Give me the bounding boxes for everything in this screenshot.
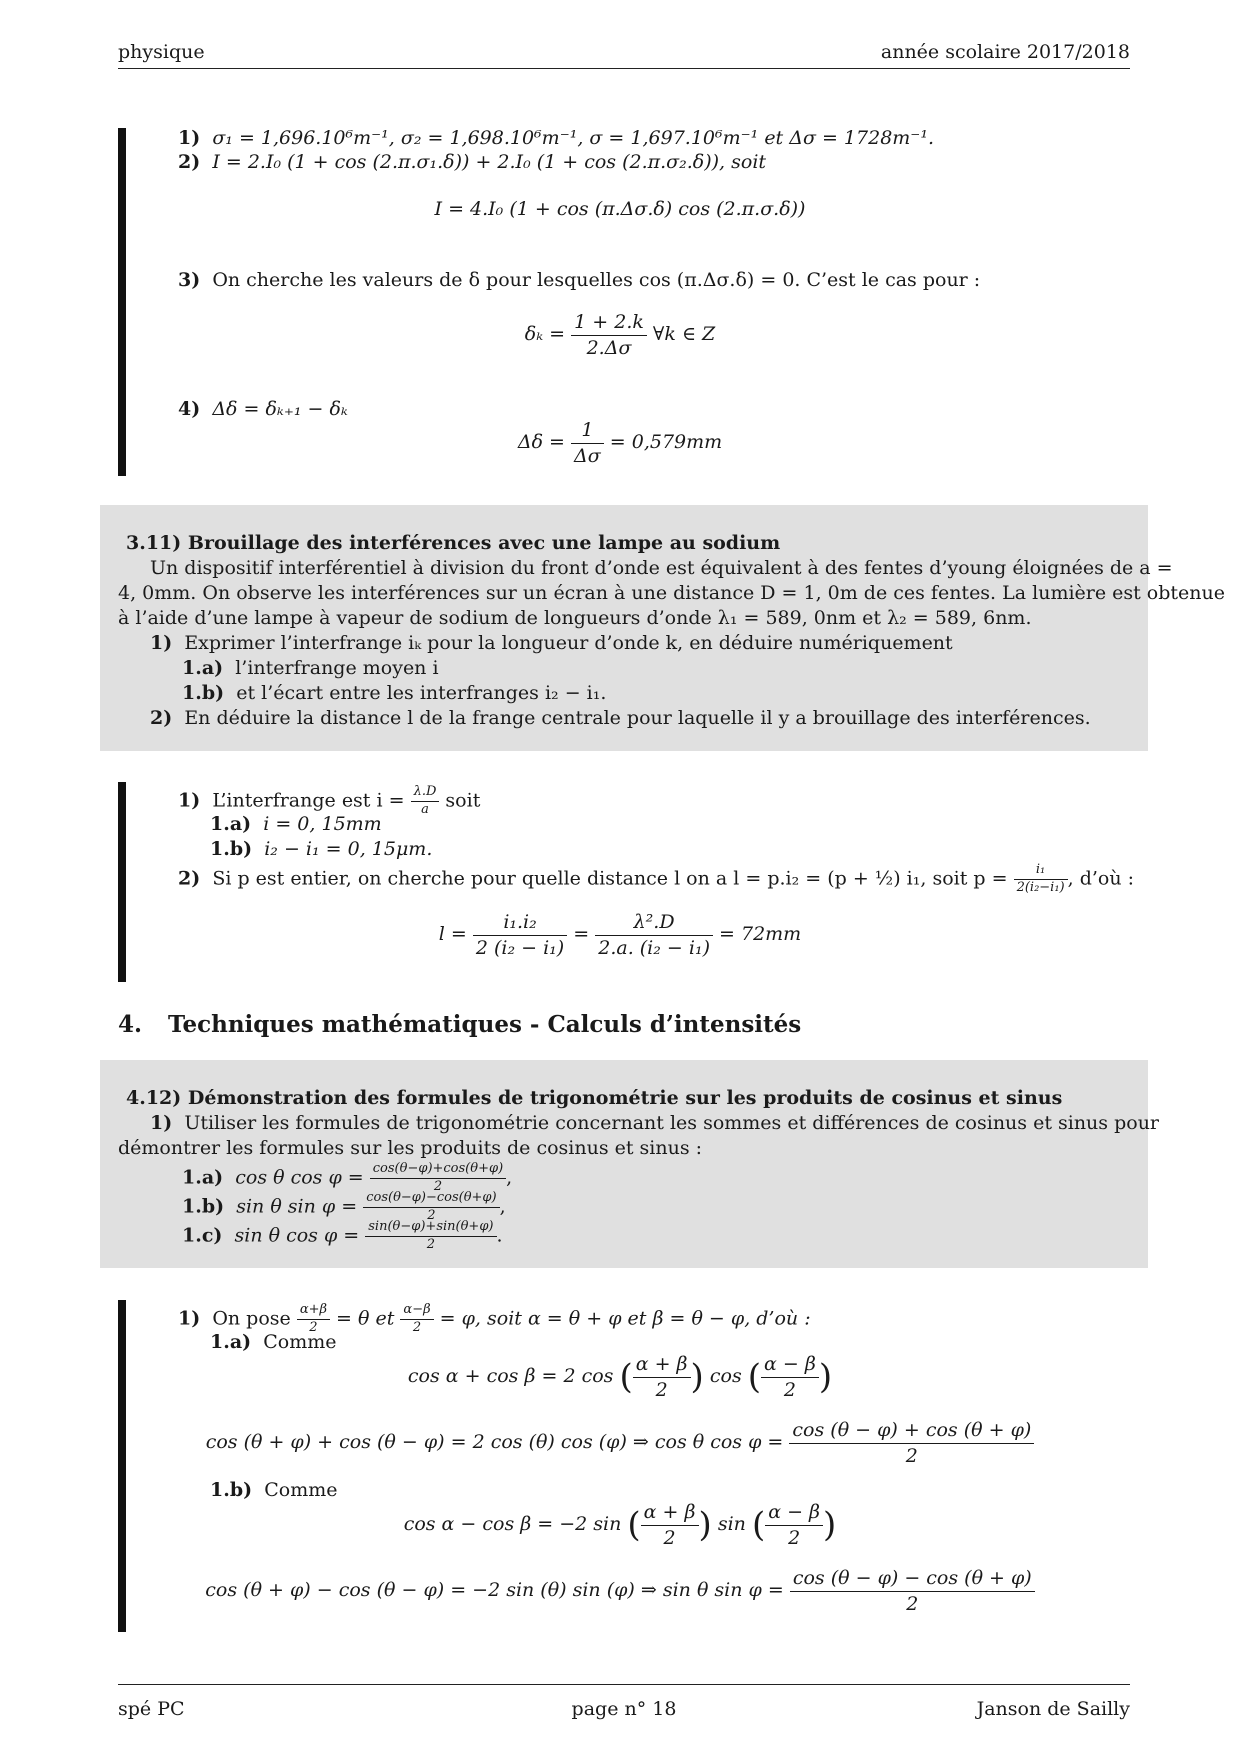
solution3-q1: 1) On pose $\frac{\alpha+\beta}{2}$ = θ et $\frac{\alpha-\beta}{2}$ = φ, soit α = θ + φ et β = θ − φ, d’où :	[178, 1302, 811, 1335]
exercise-paragraph: Un dispositif interférentiel à division du front d’onde est équivalent à des fentes d’young éloignées de a =	[150, 557, 1173, 579]
equation-cos-product: cos (θ + φ) + cos (θ − φ) = 2 cos (θ) cos (φ) ⇒ cos θ cos φ = $\frac{\cos (\theta - \varphi) + \cos (\theta + \varphi)}{2}$	[0, 1418, 1240, 1468]
solution1-q1: 1) σ₁ = 1,696.10⁶m⁻¹, σ₂ = 1,698.10⁶m⁻¹, σ = 1,697.10⁶m⁻¹ et Δσ = 1728m⁻¹.	[178, 127, 934, 149]
exercise-subquestion: 1.b) et l’écart entre les interfranges i₂ − i₁.	[182, 682, 607, 704]
equation-sum-cos: cos α + cos β = 2 cos ( $\frac{\alpha + \beta}{2}$ ) cos ( $\frac{\alpha - \beta}{2}$ )	[407, 1353, 833, 1401]
footer-school: Janson de Sailly	[976, 1698, 1130, 1720]
solution1-q3: 3) On cherche les valeurs de δ pour lesquelles cos (π.Δσ.δ) = 0. C’est le cas pour :	[178, 269, 981, 291]
footer-page-number: page n° 18	[571, 1698, 677, 1720]
exercise-paragraph: 4, 0mm. On observe les interférences sur un écran à une distance D = 1, 0m de ces fentes. La lumière est obtenue	[118, 582, 1226, 604]
solution2-q2: 2) Si p est entier, on cherche pour quelle distance l on a l = p.i₂ = (p + ½) i₁, soit p = $\frac{\text{i₁}}{\text{2(i₂−i₁)}}$ , d’où :	[178, 862, 1135, 895]
exercise-title: 3.11) Brouillage des interférences avec une lampe au sodium	[126, 532, 781, 554]
header-subject: physique	[118, 41, 205, 63]
solution2-q1b: 1.b) i₂ − i₁ = 0, 15μm.	[210, 838, 433, 860]
solution1-q4: 4) Δδ = δₖ₊₁ − δₖ	[178, 398, 348, 420]
solution1-q2: 2) I = 2.I₀ (1 + cos (2.π.σ₁.δ)) + 2.I₀ (1 + cos (2.π.σ₂.δ)), soit	[178, 151, 767, 173]
equation-sin-product: cos (θ + φ) − cos (θ − φ) = −2 sin (θ) sin (φ) ⇒ sin θ sin φ = $\frac{\cos (\theta - \varphi) - \cos (\theta + \varphi)}{2}$	[0, 1566, 1240, 1616]
equation-diff-cos: cos α − cos β = −2 sin ( $\frac{\alpha + \beta}{2}$ ) sin ( $\frac{\alpha - \beta}{2}$ )	[403, 1501, 837, 1549]
solution3-q1a: 1.a) Comme	[210, 1331, 337, 1353]
exercise-box-3-11	[100, 505, 1226, 751]
header-year: année scolaire 2017/2018	[880, 41, 1130, 63]
equation-l-distance: l = $\frac{\text{i₁.i₂}}{\text{2 (i₂ − i₁)}}$ = $\frac{\text{λ².D}}{\text{2.a. (i₂ − i₁)}}$ = 72mm	[438, 911, 802, 959]
page-header	[118, 40, 1130, 69]
solution2-q1: 1) L’interfrange est i = $\frac{\lambda.D}{a}$ soit	[178, 784, 481, 817]
exercise-question: 2) En déduire la distance l de la frange centrale pour laquelle il y a brouillage des interférences.	[150, 707, 1091, 729]
section-title: 4. Techniques mathématiques - Calculs d’intensités	[118, 1011, 802, 1038]
solution3-q1b: 1.b) Comme	[210, 1479, 338, 1501]
exercise-subquestion: 1.b) sin θ sin φ = $\frac{\cos(\theta-\varphi)-\cos(\theta+\varphi)}{2}$ ,	[182, 1190, 506, 1223]
exercise-subquestion: 1.c) sin θ cos φ = $\frac{\sin(\theta-\varphi)+\sin(\theta+\varphi)}{2}$ .	[182, 1219, 503, 1252]
solution2-q1a: 1.a) i = 0, 15mm	[210, 813, 382, 835]
equation-delta-delta: Δδ = $\frac{1}{\Delta\sigma}$ = 0,579mm	[517, 419, 723, 467]
exercise-title: 4.12) Démonstration des formules de trigonométrie sur les produits de cosinus et sinus	[126, 1087, 1063, 1109]
exercise-subquestion: 1.a) cos θ cos φ = $\frac{\cos(\theta-\varphi)+\cos(\theta+\varphi)}{2}$ ,	[182, 1161, 513, 1194]
footer-class: spé PC	[118, 1698, 185, 1720]
exercise-box-4-12	[100, 1060, 1160, 1268]
exercise-paragraph: démontrer les formules sur les produits de cosinus et sinus :	[118, 1137, 703, 1159]
exercise-paragraph: à l’aide d’une lampe à vapeur de sodium de longueurs d’onde λ₁ = 589, 0nm et λ₂ = 589, 6nm.	[118, 607, 1032, 629]
equation-intensity: I = 4.I₀ (1 + cos (π.Δσ.δ) cos (2.π.σ.δ))	[434, 198, 806, 220]
exercise-question: 1) Utiliser les formules de trigonométrie concernant les sommes et différences de cosinus et sinus pour	[150, 1112, 1160, 1134]
equation-delta-k: δₖ = $\frac{1 + 2.k}{2.\Delta\sigma}$ ∀k ∈ Z	[524, 311, 716, 359]
exercise-question: 1) Exprimer l’interfrange iₖ pour la longueur d’onde k, en déduire numériquement	[150, 632, 953, 654]
page-footer	[118, 1684, 1130, 1727]
exercise-subquestion: 1.a) l’interfrange moyen i	[182, 657, 439, 679]
